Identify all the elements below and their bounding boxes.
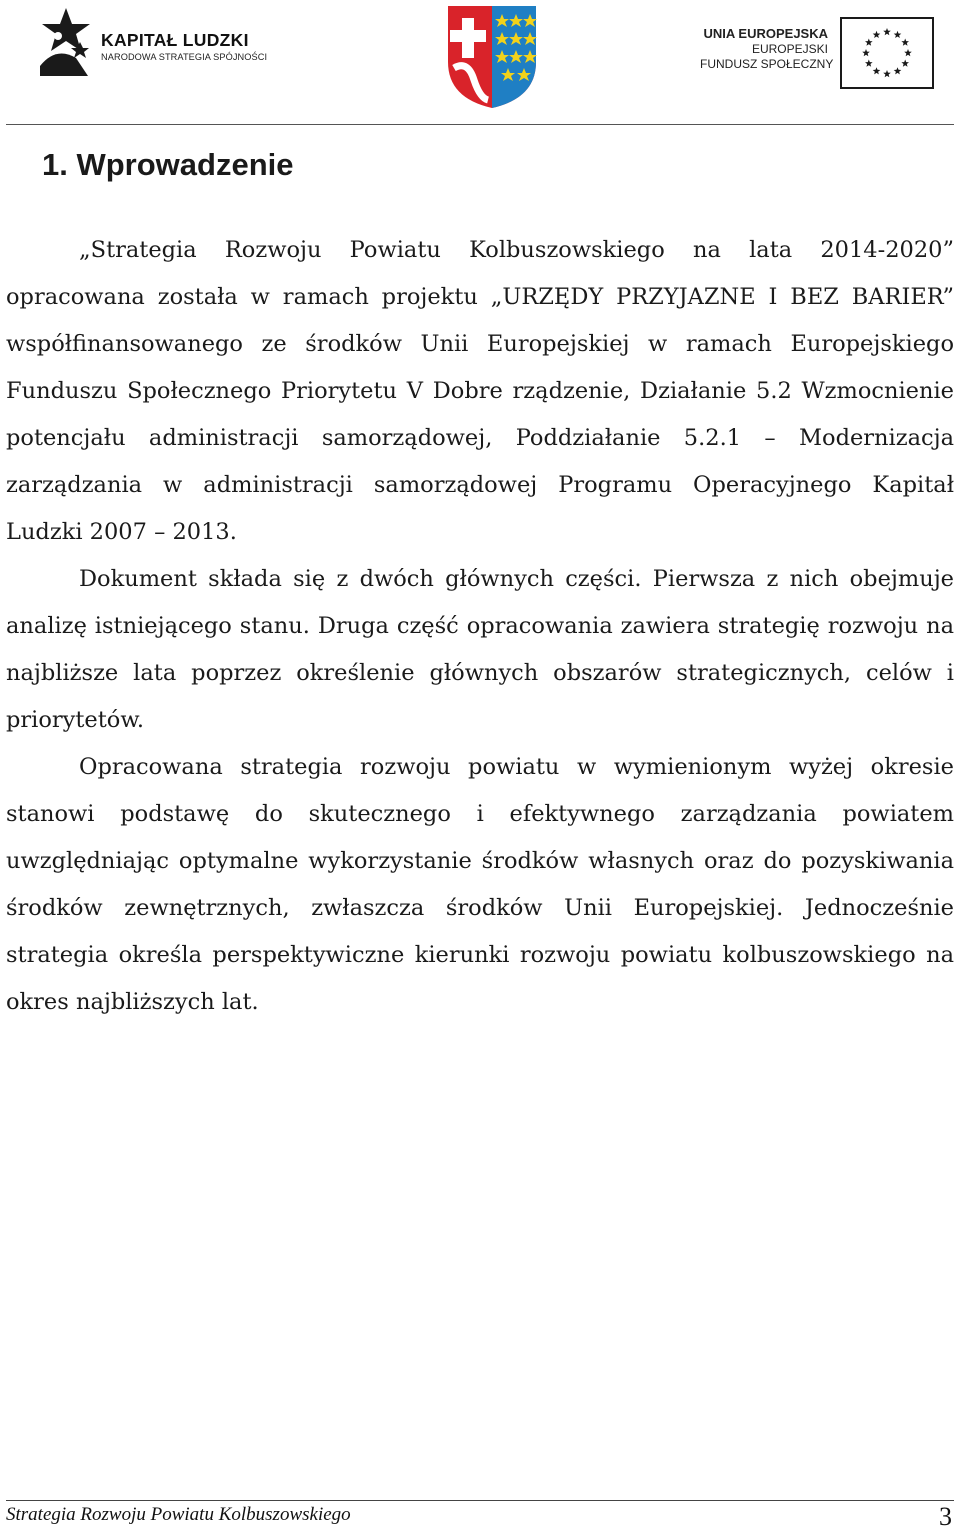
eu-logo-text bbox=[700, 26, 834, 72]
page-number: 3 bbox=[939, 1502, 952, 1531]
kapital-ludzki-logo bbox=[36, 6, 266, 78]
eu-logo-line1: UNIA EUROPEJSKA bbox=[703, 26, 828, 41]
footer-divider bbox=[6, 1500, 954, 1501]
header-divider bbox=[6, 124, 954, 125]
eu-logo-line2: EUROPEJSKI bbox=[751, 42, 828, 56]
kapital-ludzki-emblem-icon bbox=[36, 6, 96, 78]
kapital-ludzki-title: KAPITAŁ LUDZKI bbox=[101, 30, 249, 50]
paragraph: Opracowana strategia rozwoju powiatu w wymienionym wyżej okresie stanowi podstawę do skutecznego i efektywnego zarządzania powiatem uwzględniając optymalne wykorzystanie środków własnych oraz do pozyskiwania środków zewnętrznych, zwłaszcza środków Unii Europejskiej. Jednocześnie strategia określa perspektywiczne kierunki rozwoju powiatu kolbuszowskiego na okres najbliższych lat. bbox=[6, 754, 954, 1015]
paragraph: „Strategia Rozwoju Powiatu Kolbuszowskiego na lata 2014-2020” opracowana została w ramach projektu „URZĘDY PRZYJAZNE I BEZ BARIER” współfinansowanego ze środków Unii Europejskiej w ramach Europejskiego Funduszu Społecznego Priorytetu V Dobre rządzenie, Działanie 5.2 Wzmocnienie potencjału administracji samorządowej, Poddziałanie 5.2.1 – Modernizacja zarządzania w administracji samorządowej Programu Operacyjnego Kapitał Ludzki 2007 – 2013. bbox=[6, 237, 954, 545]
eu-flag-icon bbox=[840, 17, 934, 89]
body-text bbox=[6, 227, 954, 1026]
eu-logo-line3: FUNDUSZ SPOŁECZNY bbox=[700, 57, 834, 71]
paragraph: Dokument składa się z dwóch głównych części. Pierwsza z nich obejmuje analizę istniejącego stanu. Druga część opracowania zawiera strategię rozwoju na najbliższe lata poprzez określenie głównych obszarów strategicznych, celów i priorytetów. bbox=[6, 566, 954, 733]
footer-title: Strategia Rozwoju Powiatu Kolbuszowskiego bbox=[6, 1504, 351, 1525]
kapital-ludzki-subtitle: NARODOWA STRATEGIA SPÓJNOŚCI bbox=[101, 52, 268, 62]
section-heading: 1. Wprowadzenie bbox=[42, 146, 294, 182]
coat-of-arms-icon bbox=[444, 2, 540, 110]
